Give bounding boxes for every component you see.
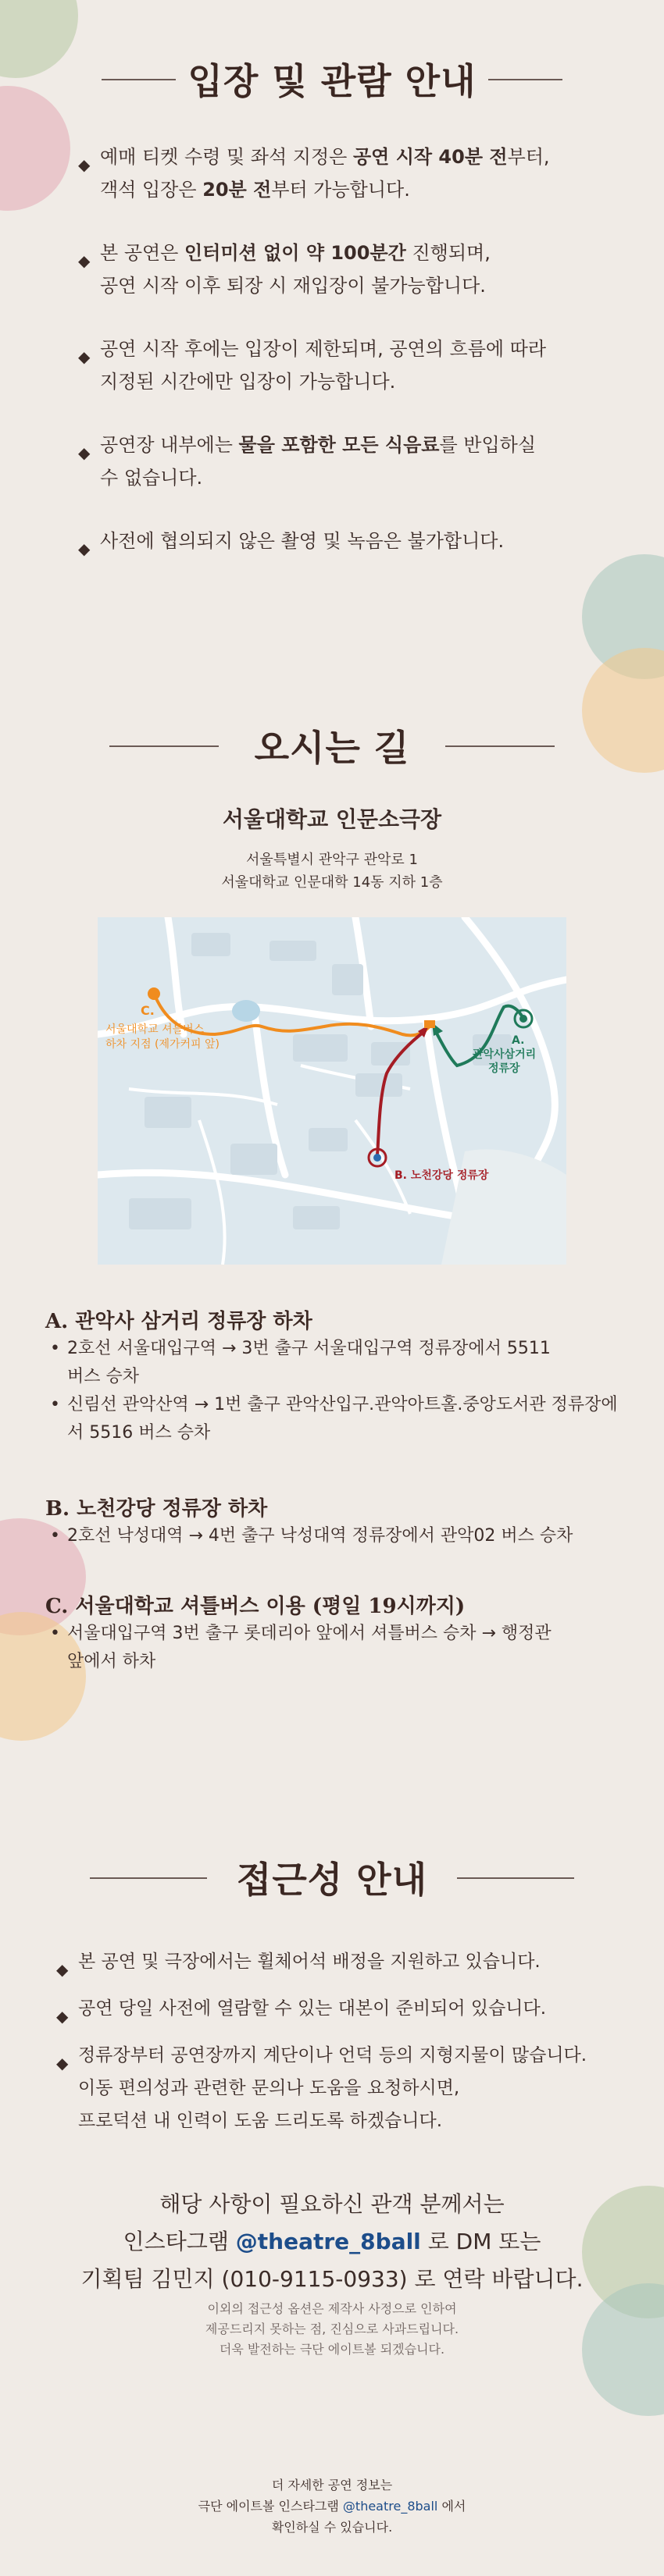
item-text: 부터, [507, 146, 550, 168]
admission-section-title [0, 53, 664, 105]
note-line: 더욱 발전하는 극단 에이트볼 되겠습니다. [219, 2342, 445, 2357]
item-text: 공연 시작 후에는 입장이 제한되며, 공연의 흐름에 따라 [100, 338, 547, 360]
footer-line: 더 자세한 공연 정보는 [271, 2478, 393, 2492]
route-text: 2호선 서울대입구역 → 3번 출구 서울대입구역 정류장에서 5511 버스 승차 [67, 1339, 551, 1386]
diamond-icon: ◆ [78, 443, 91, 462]
map-graphic [98, 917, 566, 1265]
route-c-heading: C. 서울대학교 셔틀버스 이용 (평일 19시까지) [45, 1595, 466, 1618]
contact-line [0, 2223, 664, 2261]
divider [488, 79, 562, 80]
footer-line [0, 2496, 664, 2517]
item-text: 공연 시작 이후 퇴장 시 재입장이 불가능합니다. [100, 275, 486, 297]
item-text: 수 없습니다. [100, 467, 203, 489]
list-item [78, 333, 625, 398]
decor-circle [0, 86, 70, 211]
venue-name: 서울대학교 인문소극장 [222, 806, 442, 832]
route-a-heading: A. 관악사 삼거리 정류장 하차 [45, 1310, 312, 1333]
diamond-icon: ◆ [78, 155, 91, 174]
list-item [78, 237, 625, 302]
diamond-icon: ◆ [56, 2054, 69, 2073]
instagram-link[interactable]: @theatre_8ball [235, 2229, 421, 2254]
route-a-list [45, 1335, 639, 1447]
route-c-list [45, 1620, 639, 1676]
svg-text:관악사삼거리: 관악사삼거리 [473, 1048, 537, 1061]
diamond-icon: ◆ [78, 347, 91, 366]
admission-list [78, 141, 625, 557]
footer [0, 2475, 664, 2538]
diamond-icon: ◆ [78, 251, 91, 270]
item-bold: 물을 포함한 모든 식음료 [238, 434, 440, 456]
svg-text:B. 노천강당 정류장: B. 노천강당 정류장 [394, 1169, 489, 1182]
stop-c-marker [148, 987, 160, 1000]
note-line: 이외의 접근성 옵션은 제작사 사정으로 인하여 [207, 2301, 457, 2316]
footer-text: 극단 에이트볼 인스타그램 [198, 2499, 343, 2514]
item-text: 프로덕션 내 인력이 도움 드리도록 하겠습니다. [78, 2111, 443, 2131]
accessibility-title: 접근성 안내 [236, 1859, 428, 1901]
address-line: 서울특별시 관악구 관악로 1 [246, 852, 418, 868]
route-text: 신림선 관악산역 → 1번 출구 관악산입구.관악아트홀.중앙도서관 정류장에서 5516 버스 승차 [67, 1395, 618, 1443]
list-item [78, 141, 625, 206]
directions-title: 오시는 길 [254, 727, 410, 769]
item-text: 본 공연은 [100, 242, 184, 264]
item-bold: 공연 시작 40분 전 [352, 146, 508, 168]
list-item [45, 1335, 552, 1391]
divider [102, 79, 176, 80]
list-item [45, 1522, 639, 1550]
svg-text:정류장: 정류장 [488, 1062, 520, 1075]
item-text: 정류장부터 공연장까지 계단이나 언덕 등의 지형지물이 많습니다. [78, 2045, 587, 2065]
contact-line: 기획팀 김민지 (010-9115-0933) 로 연락 바랍니다. [80, 2266, 584, 2292]
item-text: 공연장 내부에는 [100, 434, 239, 456]
route-b-heading: B. 노천강당 정류장 하차 [45, 1497, 268, 1521]
divider [90, 1877, 207, 1879]
item-text: 부터 가능합니다. [271, 179, 410, 201]
item-text: 예매 티켓 수령 및 좌석 지정은 [100, 146, 353, 168]
contact-text: 인스타그램 [123, 2229, 236, 2254]
list-item [78, 525, 625, 557]
divider [457, 1877, 574, 1879]
accessibility-list [56, 1945, 634, 2137]
instagram-link[interactable]: @theatre_8ball [342, 2499, 438, 2514]
diamond-icon: ◆ [56, 1960, 69, 1979]
route-b-list [45, 1522, 639, 1550]
item-text: 객석 입장은 [100, 179, 203, 201]
svg-text:A.: A. [512, 1034, 525, 1047]
apology-note [0, 2299, 664, 2360]
item-text: 본 공연 및 극장에서는 휠체어석 배정을 지원하고 있습니다. [78, 1952, 541, 1972]
route-text: 2호선 낙성대역 → 4번 출구 낙성대역 정류장에서 관악02 버스 승차 [67, 1526, 573, 1546]
list-item [56, 2039, 634, 2137]
diamond-icon: ◆ [56, 2007, 69, 2026]
admission-title: 입장 및 관람 안내 [187, 60, 477, 102]
svg-text:C.: C. [141, 1003, 155, 1018]
accessibility-section-title [0, 1852, 664, 1903]
item-text: 공연 당일 사전에 열람할 수 있는 대본이 준비되어 있습니다. [78, 1998, 547, 2019]
list-item [45, 1391, 630, 1447]
note-line: 제공드리지 못하는 점, 진심으로 사과드립니다. [205, 2322, 459, 2336]
svg-text:서울대학교 셔틀버스: 서울대학교 셔틀버스 [105, 1023, 205, 1036]
contact-block [0, 2186, 664, 2298]
item-text: 지정된 시간에만 입장이 가능합니다. [100, 371, 396, 393]
diamond-icon: ◆ [78, 539, 91, 558]
footer-text: 에서 [437, 2499, 466, 2514]
item-bold: 20분 전 [202, 179, 272, 201]
address-line: 서울대학교 인문대학 14동 지하 1층 [221, 874, 443, 891]
directions-section-title [0, 720, 664, 771]
item-text: 사전에 협의되지 않은 촬영 및 녹음은 불가합니다. [100, 530, 505, 552]
svg-text:하차 지점 (제가커피 앞): 하차 지점 (제가커피 앞) [105, 1038, 220, 1051]
divider [109, 745, 219, 747]
list-item [45, 1620, 552, 1676]
contact-line: 해당 사항이 필요하신 관객 분께서는 [159, 2191, 505, 2217]
list-item [56, 1945, 634, 1978]
campus-map[interactable] [98, 917, 566, 1265]
divider [445, 745, 555, 747]
item-text: 진행되며, [405, 242, 491, 264]
contact-text: 로 DM 또는 [420, 2229, 541, 2254]
footer-line: 확인하실 수 있습니다. [271, 2520, 393, 2535]
item-text: 이동 편의성과 관련한 문의나 도움을 요청하시면, [78, 2078, 460, 2098]
item-text: 를 반입하실 [439, 434, 537, 456]
item-bold: 인터미션 없이 약 100분간 [184, 242, 406, 264]
list-item [78, 429, 625, 494]
list-item [56, 1992, 634, 2025]
route-text: 서울대입구역 3번 출구 롯데리아 앞에서 셔틀버스 승차 → 행정관 앞에서 하차 [67, 1624, 552, 1671]
